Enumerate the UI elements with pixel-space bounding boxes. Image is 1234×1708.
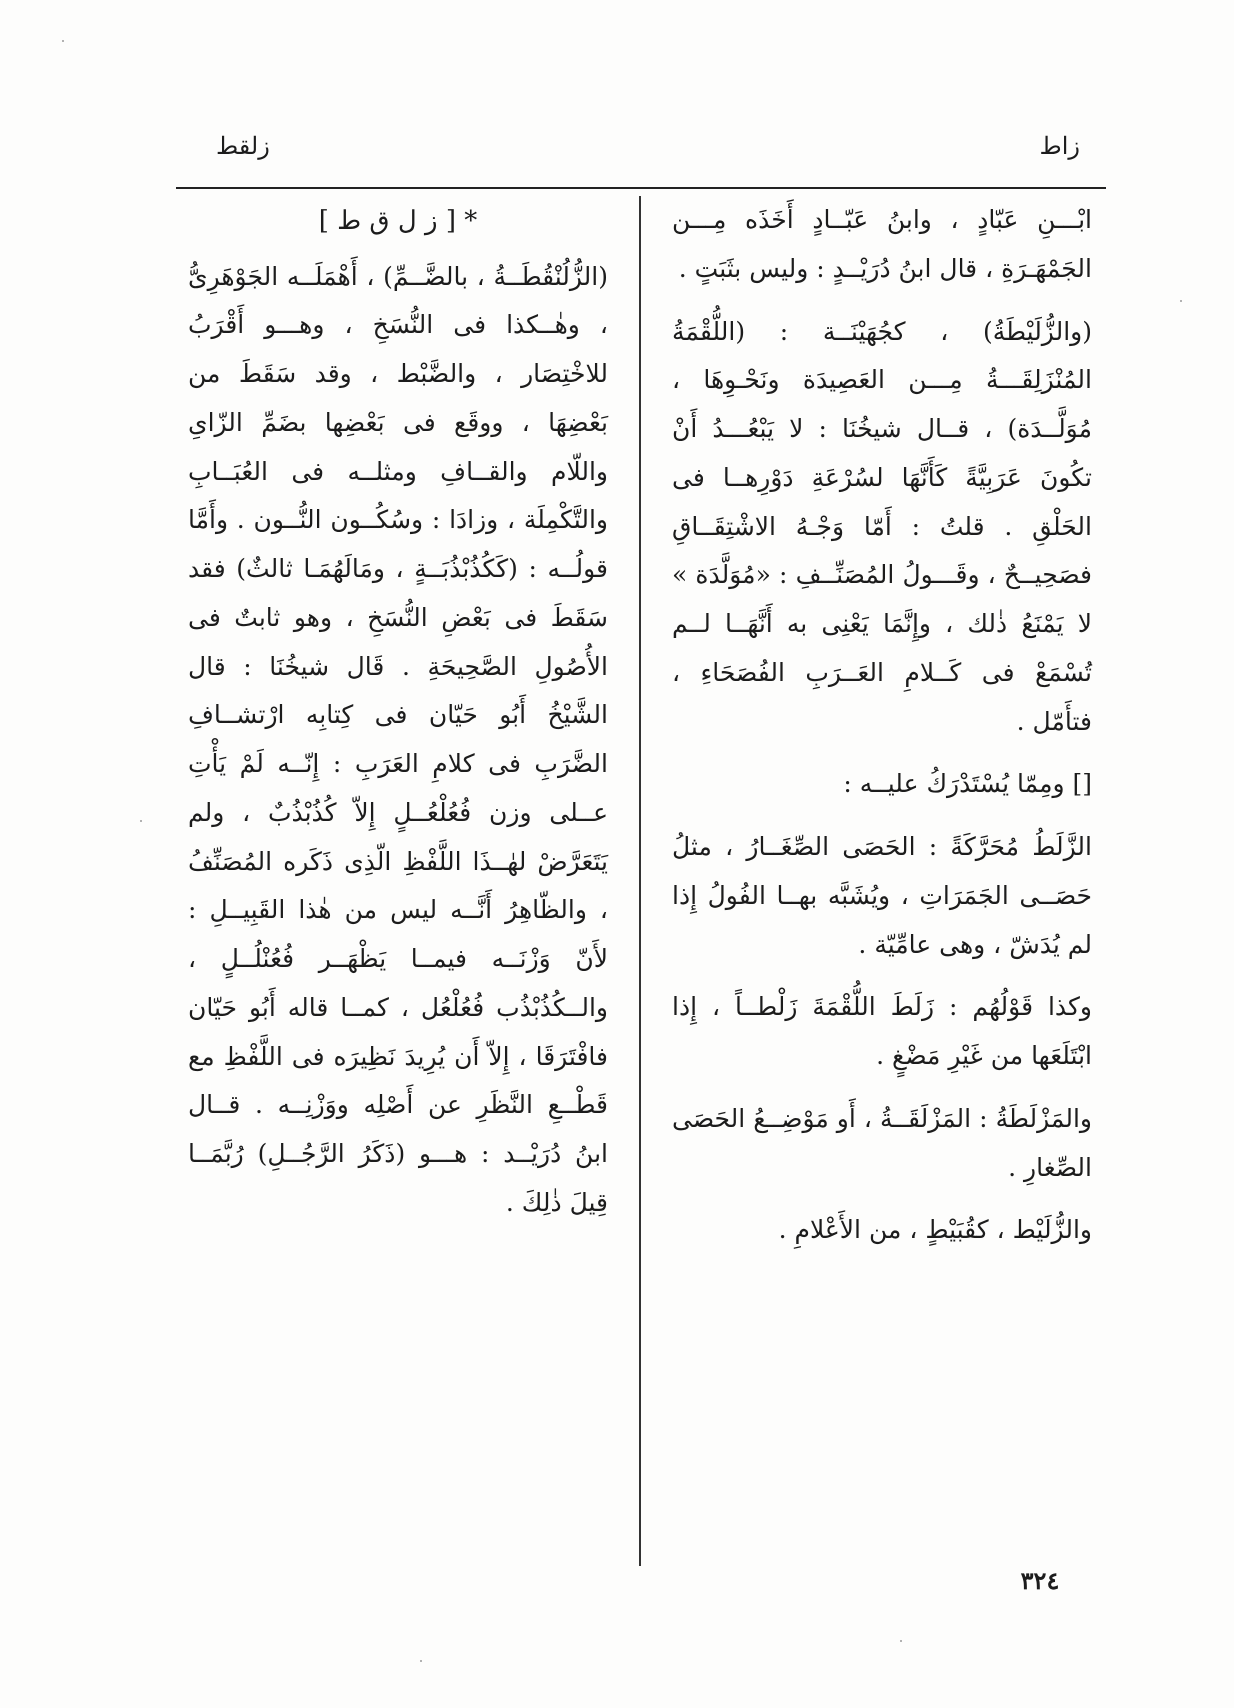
paper-speck <box>420 1660 422 1662</box>
right-paragraph-2: (والزُّلَيْطَةُ) ، كجُهَيْنَــة : (اللُّقْمَةُ المُنْزَلِقَـــةُ مِـــن العَصِيدَة ونَحْـوِهَا ، مُوَلَّــدَة) ، قــال شيخُنَا : لا يَبْعُـــدُ أَنْ تكُونَ عَرَبِيَّةً كَأَنَّهَا لسُرْعَةِ دَوْرِهــا فى الحَلْقِ . قلتُ : أَمّا وَجْـهُ الاشْتِقَــاقِ فصَحِيــحٌ ، وقَـــولُ المُصَنِّــفِ : «مُوَلَّدَة » لا يَمْنَعُ ذٰلك ، وإِنَّمَا يَعْنِى به أَنَّهَــا لــم تُسْمَعْ فى كَــلامِ العَــرَبِ الفُصَحَاءِ ، فتأَمّل . <box>672 316 1092 736</box>
right-paragraph-1: ابْـــنِ عَبّادٍ ، وابنُ عَبّــادٍ أَخَذَه مِـــن الجَمْهَـرَةِ ، قال ابنُ دُرَيْــدٍ : وليس بثَبَتٍ . <box>672 205 1092 283</box>
right-column <box>672 196 1092 1269</box>
right-paragraph-5: وكذا قَوْلُهُم : زَلَطَ اللُّقْمَةَ زَلْطــاً ، إِذا ابْتَلَعَها من غَيْرِ مَضْغٍ . <box>672 992 1092 1070</box>
paper-speck <box>140 820 142 822</box>
right-paragraph-6: والمَزْلَطَةُ : المَزْلَقَــةُ ، أَو مَوْضِــعُ الحَصَى الصِّغارِ . <box>672 1103 1092 1182</box>
header-rule <box>176 187 1106 189</box>
paper-speck <box>1180 300 1182 302</box>
page-number: ٣٢٤ <box>1020 1566 1060 1595</box>
right-paragraph-4: الزَّلَطُ مُحَرَّكَةً : الحَصَى الصِّغَــارُ ، مثلُ حَصَــى الجَمَرَاتِ ، ويُشَبَّه بهــا الفُولُ إِذا لم يُدَشّ ، وهى عامِّيّة . <box>672 832 1092 959</box>
column-divider <box>639 196 641 1566</box>
right-paragraph-3: [] ومِمّا يُسْتَدْرَكُ عليــه : <box>843 769 1092 799</box>
header-right-word: زاط <box>1039 132 1080 160</box>
left-column <box>188 196 608 1242</box>
left-paragraph-1: (الزُّلُنْقُطَــةُ ، بالضَّــمِّ) ، أَهْمَلَــه الجَوْهَرِىُّ ، وهٰــكذا فى النُّسَخِ ، وهـــو أَقْرَبُ للاخْتِصَار ، والضَّبْط ، وقد سَقَطَ من بَعْضِهَا ، ووقَع فى بَعْضِها بضَمِّ الزّاىِ واللّام والقــافِ ومثلــه فى العُبَــابِ والتَّكْمِلَة ، وزادَا : وسُكُــون النُّــون . وأَمَّا قولُــه : (كَكُذُبْذُبَــةٍ ، ومَالَهُمَـا ثالثٌ) فقد سَقَطَ فى بَعْضِ النُّسَخِ ، وهو ثابتٌ فى الأُصُولِ الصَّحِيحَةِ . قَال شيخُنَا : قال الشَّيْخُ أَبُو حَيّان فى كِتابِه ارْتشــافِ الضَّرَبِ فى كلامِ العَرَبِ : إِنّــه لَمْ يَأْتِ عــلى وزن فُعُلْعُــلٍ إِلاّ كُذُبْذُبٌ ، ولم يَتَعَرَّضْ لهٰــذَا اللَّفْظِ الّذِى ذَكَره المُصَنِّفُ ، والظّاهِرُ أَنَّــه ليس من هٰذا القَبِيــلِ : لأَنّ وَزْنَــه فيمــا يَظْهَــر فُعُنْلُــلٍ ، والــكُذُبْذُب فُعُلْعُل ، كمــا قاله أَبُو حَيّان فافْتَرَقَا ، إِلاّ أَن يُرِيدَ نَظِيرَه فى اللَّفْظِ مع قَطْــعِ النَّظَرِ عن أَصْلِه ووَزْنِــه . قــال ابنُ دُرَيْــد : هـــو (ذَكَرُ الرَّجُــلِ) رُبَّمَــا قِيلَ ذٰلِكَ . <box>188 261 608 1217</box>
right-paragraph-7: والزُّلَيْط ، كقُبَيْطٍ ، من الأَعْلامِ . <box>778 1215 1092 1245</box>
paper-speck <box>62 40 64 42</box>
entry-title: * [ ز ل ق ط ] <box>318 206 478 236</box>
header-left-word: زلقط <box>216 132 270 160</box>
paper-speck <box>900 1640 902 1642</box>
